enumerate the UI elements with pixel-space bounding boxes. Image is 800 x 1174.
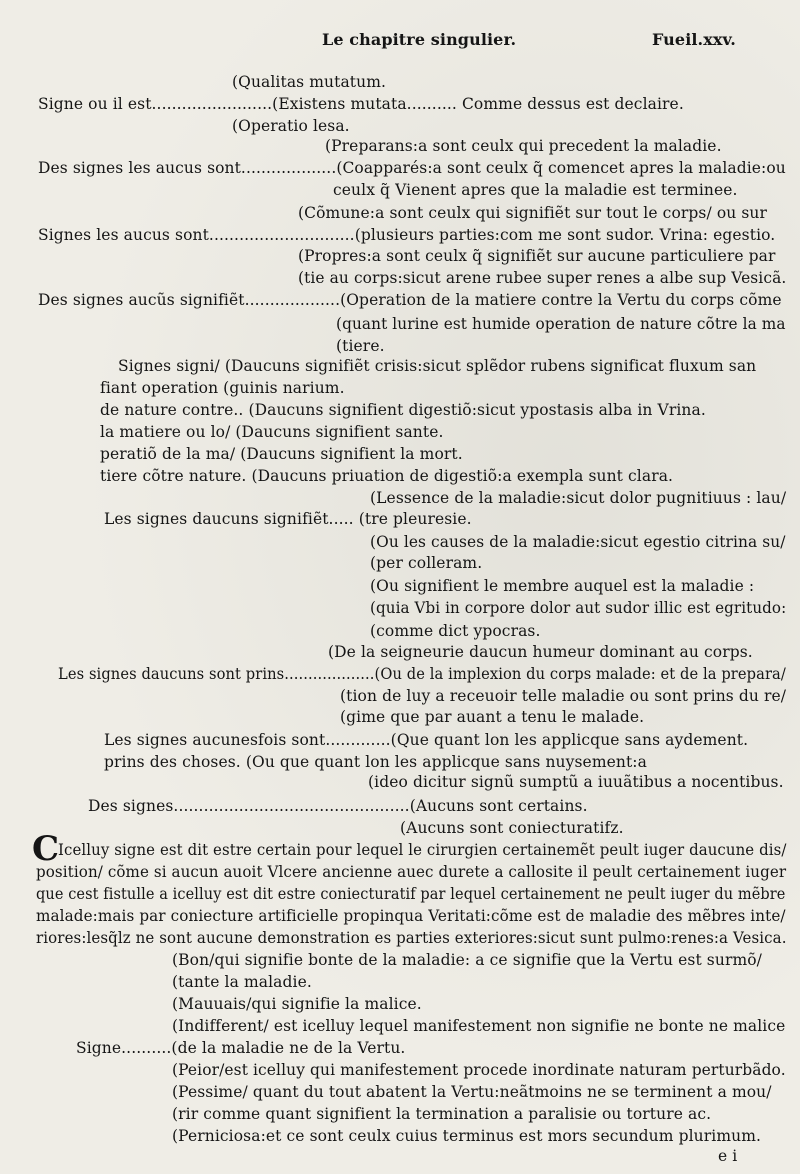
text-line: Des signes...............................................(Aucuns sont certains. [88, 797, 588, 815]
text-line: (comme dict ypocras. [370, 622, 541, 640]
text-line: Signe..........(de la maladie ne de la Vertu. [76, 1039, 406, 1057]
text-line: (Lessence de la maladie:sicut dolor pugnitiuus : lau/ [370, 489, 787, 507]
text-line: (tiere. [336, 337, 385, 355]
folio-number: Fueil.xxv. [652, 30, 736, 49]
text-line: riores:lesq̃lz ne sont aucune demonstration es parties exteriores:sicut sunt pulmo:renes:a Vesica. [36, 929, 787, 947]
text-line: (gime que par auant a tenu le malade. [340, 708, 645, 726]
text-line: (Indifferent/ est icelluy lequel manifestement non signifie ne bonte ne malice [172, 1017, 786, 1035]
text-line: (Peior/est icelluy qui manifestement procede inordinate naturam perturbãdo. [172, 1061, 786, 1079]
text-line: (tion de luy a receuoir telle maladie ou sont prins du re/ [340, 687, 787, 705]
text-line: malade:mais par coniecture artificielle propinqua Veritati:cõme est de maladie des mẽbres inte/ [36, 907, 786, 925]
text-line: Signe ou il est........................(Existens mutata.......... Comme dessus est declaire. [38, 95, 684, 113]
text-line: (Cõmune:a sont ceulx qui signifiẽt sur tout le corps/ ou sur [298, 204, 768, 222]
text-line: (Preparans:a sont ceulx qui precedent la maladie. [325, 137, 722, 155]
text-line: (Perniciosa:et ce sont ceulx cuius terminus est mors secundum plurimum. [172, 1127, 762, 1145]
text-line: Signes les aucus sont.............................(plusieurs parties:com me sont sudor. Vrina: egestio. [38, 226, 776, 244]
text-line: (Operatio lesa. [232, 117, 350, 135]
text-line: ceulx q̃ Vienent apres que la maladie est terminee. [333, 181, 738, 199]
text-line: Des signes aucũs signifiẽt...................(Operation de la matiere contre la Vertu du corps cõme [38, 291, 782, 309]
text-line: Les signes aucunesfois sont.............(Que quant lon les applicque sans aydement. [104, 731, 749, 749]
text-line: (per colleram. [370, 554, 483, 572]
text-line: (Pessime/ quant du tout abatent la Vertu:neãtmoins ne se terminent a mou/ [172, 1083, 772, 1101]
text-line: tiere cõtre nature. (Daucuns priuation de digestiõ:a exempla sunt clara. [100, 467, 674, 485]
text-line: (Qualitas mutatum. [232, 73, 387, 91]
drop-cap-initial: C [32, 829, 60, 869]
text-line: (quant lurine est humide operation de nature cõtre la ma [336, 315, 786, 333]
text-line: (Aucuns sont coniecturatifz. [400, 819, 624, 837]
text-line: (tie au corps:sicut arene rubee super renes a albe sup Vesicã. [298, 269, 787, 287]
running-head-title: Le chapitre singulier. [322, 30, 517, 49]
text-line: (Mauuais/qui signifie la malice. [172, 995, 422, 1013]
text-line: (ideo dicitur signũ sumptũ a iuuãtibus a nocentibus. [368, 773, 784, 791]
text-line: (Ou signifient le membre auquel est la maladie : [370, 577, 755, 595]
text-line: (Ou les causes de la maladie:sicut egestio citrina su/ [370, 533, 786, 551]
text-line: Signes signi/ (Daucuns signifiẽt crisis:sicut splẽdor rubens significat fluxum san [118, 357, 757, 375]
text-line: (Bon/qui signifie bonte de la maladie: a ce signifie que la Vertu est surmõ/ [172, 951, 762, 969]
text-line: Les signes daucuns signifiẽt..... (tre pleuresie. [104, 510, 472, 528]
text-line: prins des choses. (Ou que quant lon les applicque sans nuysement:a [104, 753, 647, 771]
text-line: que cest fistulle a icelluy est dit estre coniecturatif par lequel certainement ne peult iuger du mẽbre [36, 885, 786, 903]
text-line: Les signes daucuns sont prins...................(Ou de la implexion du corps malade: et de la prepara/ [58, 665, 786, 683]
text-line: peratiõ de la ma/ (Daucuns signifient la mort. [100, 445, 463, 463]
signature-mark: e i [718, 1147, 738, 1165]
text-line: la matiere ou lo/ (Daucuns signifient sante. [100, 423, 444, 441]
text-line: (De la seigneurie daucun humeur dominant au corps. [328, 643, 753, 661]
text-line: de nature contre.. (Daucuns signifient digestiõ:sicut ypostasis alba in Vrina. [100, 401, 706, 419]
text-line: fiant operation (guinis narium. [100, 379, 345, 397]
text-line: (Propres:a sont ceulx q̃ signifiẽt sur aucune particuliere par [298, 247, 776, 265]
text-line: (rir comme quant signifient la termination a paralisie ou torture ac. [172, 1105, 712, 1123]
text-line: Icelluy signe est dit estre certain pour lequel le cirurgien certainemẽt peult iuger daucune dis/ [58, 841, 787, 859]
text-line: (tante la maladie. [172, 973, 312, 991]
text-line: Des signes les aucus sont...................(Coapparés:a sont ceulx q̃ comencet apres la maladie:ou [38, 159, 786, 177]
text-line: (quia Vbi in corpore dolor aut sudor illic est egritudo: [370, 599, 787, 617]
text-line: position/ cõme si aucun auoit Vlcere ancienne auec durete a callosite il peult certainement iuger [36, 863, 787, 881]
